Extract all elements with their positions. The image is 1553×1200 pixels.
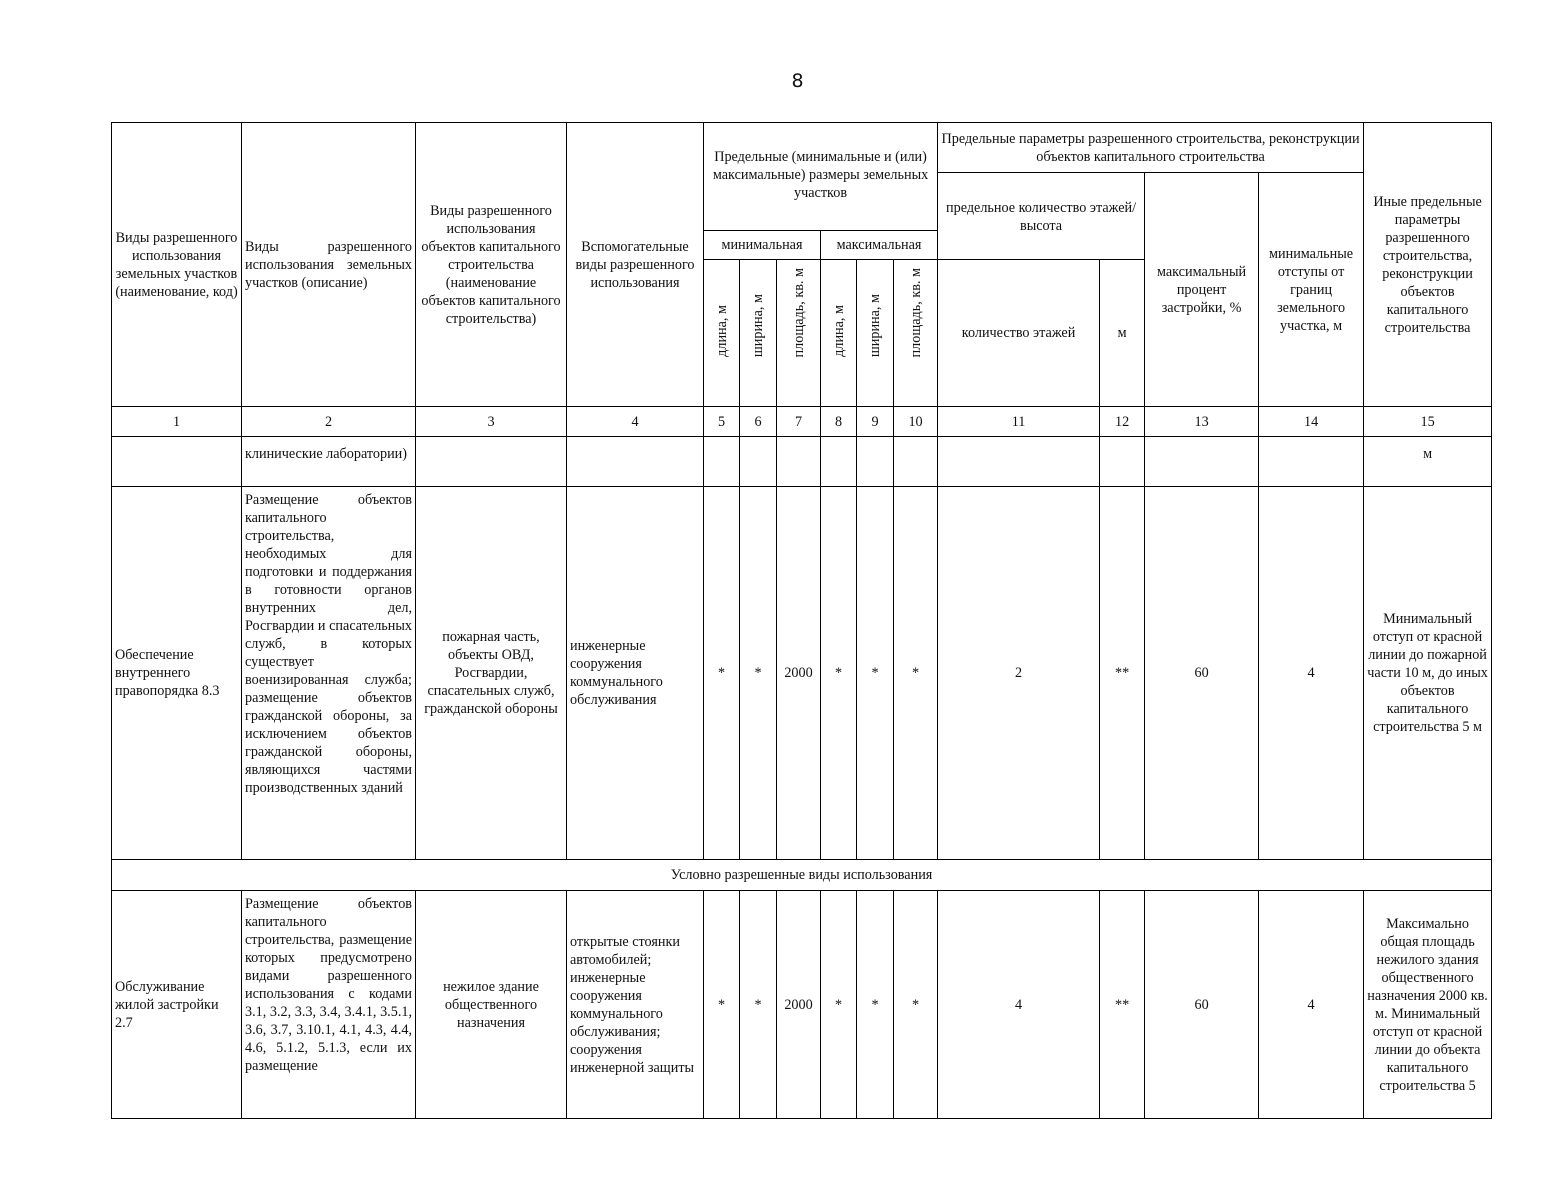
cell-c3: пожарная часть, объекты ОВД, Росгвардии, спасательных служб, гражданской обороны <box>416 487 567 860</box>
table-row <box>112 891 1492 1119</box>
cell-c1: Обслуживание жилой застройки 2.7 <box>112 891 242 1119</box>
cell-c1: Обеспечение внутреннего правопорядка 8.3 <box>112 487 242 860</box>
cell-c15: м <box>1364 437 1492 487</box>
cell-c2: Размещение объектов капитального строительства, необходимых для подготовки и поддержания в готовности органов внутренних дел, Росгвардии и спасательных служб, в которых существует военизированная служба; размещение объектов гражданской обороны, за исключением объектов гражданской обороны, являющихся частями производственных зданий <box>242 487 416 860</box>
header-other: Иные предельные параметры разрешенного строительства, реконструкции объектов капитального строительства <box>1364 123 1492 407</box>
cell-c10: * <box>894 487 938 860</box>
table-row <box>112 487 1492 860</box>
col-num: 8 <box>821 407 857 437</box>
table-row <box>112 437 1492 487</box>
cell-c10: * <box>894 891 938 1119</box>
cell-c11: 4 <box>938 891 1100 1119</box>
col-num: 2 <box>242 407 416 437</box>
header-c2: Виды разрешенного использования земельных участков (описание) <box>242 123 416 407</box>
cell-c15: Минимальный отступ от красной линии до пожарной части 10 м, до иных объектов капитального строительства 5 м <box>1364 487 1492 860</box>
header-max-percent: максимальный процент застройки, % <box>1145 173 1259 407</box>
header-build-group: Предельные параметры разрешенного строительства, реконструкции объектов капитального строительства <box>938 123 1364 173</box>
header-row-1 <box>112 123 1492 173</box>
header-min-area: площадь, кв. м <box>777 260 821 407</box>
cell-c11: 2 <box>938 487 1100 860</box>
header-m: м <box>1100 260 1145 407</box>
regulations-table <box>111 122 1492 1119</box>
header-floors-height: предельное количество этажей/высота <box>938 173 1145 260</box>
header-max: максимальная <box>821 231 938 260</box>
col-num: 11 <box>938 407 1100 437</box>
cell-c7: 2000 <box>777 891 821 1119</box>
page-number: 8 <box>791 70 804 92</box>
header-c3: Виды разрешенного использования объектов капитального строительства (наименование объектов капитального строительства) <box>416 123 567 407</box>
header-min-offsets: минимальные отступы от границ земельного участка, м <box>1259 173 1364 407</box>
cell-c9: * <box>857 487 894 860</box>
col-num: 10 <box>894 407 938 437</box>
section-row <box>112 860 1492 891</box>
cell-c13: 60 <box>1145 891 1259 1119</box>
cell-c5: * <box>704 891 740 1119</box>
header-floors: количество этажей <box>938 260 1100 407</box>
header-max-width: ширина, м <box>857 260 894 407</box>
col-num: 14 <box>1259 407 1364 437</box>
header-max-area: площадь, кв. м <box>894 260 938 407</box>
col-num: 5 <box>704 407 740 437</box>
col-num: 4 <box>567 407 704 437</box>
cell-c12: ** <box>1100 487 1145 860</box>
cell-c12: ** <box>1100 891 1145 1119</box>
header-min-length: длина, м <box>704 260 740 407</box>
section-title: Условно разрешенные виды использования <box>112 860 1492 891</box>
col-num: 6 <box>740 407 777 437</box>
cell-c2: клинические лаборатории) <box>242 437 416 487</box>
header-c1: Виды разрешенного использования земельных участков (наименование, код) <box>112 123 242 407</box>
cell-c9: * <box>857 891 894 1119</box>
cell-c4: открытые стоянки автомобилей; инженерные сооружения коммунального обслуживания; сооружения инженерной защиты <box>567 891 704 1119</box>
cell-c5: * <box>704 487 740 860</box>
col-num: 7 <box>777 407 821 437</box>
cell-c14: 4 <box>1259 891 1364 1119</box>
cell-c4: инженерные сооружения коммунального обслуживания <box>567 487 704 860</box>
cell-c15: Максимально общая площадь нежилого здания общественного назначения 2000 кв. м. Минимальный отступ от красной линии до объекта капитального строительства 5 <box>1364 891 1492 1119</box>
header-max-length: длина, м <box>821 260 857 407</box>
header-min-width: ширина, м <box>740 260 777 407</box>
col-num: 9 <box>857 407 894 437</box>
header-min: минимальная <box>704 231 821 260</box>
col-num: 15 <box>1364 407 1492 437</box>
cell-c6: * <box>740 487 777 860</box>
cell-c3: нежилое здание общественного назначения <box>416 891 567 1119</box>
header-c4: Вспомогательные виды разрешенного использования <box>567 123 704 407</box>
col-num: 1 <box>112 407 242 437</box>
col-num: 3 <box>416 407 567 437</box>
column-number-row <box>112 407 1492 437</box>
cell-c2: Размещение объектов капитального строительства, размещение которых предусмотрено видами разрешенного использования с кодами 3.1, 3.2, 3.3, 3.4, 3.4.1, 3.5.1, 3.6, 3.7, 3.10.1, 4.1, 4.3, 4.4, 4.6, 5.1.2, 5.1.3, если их размещение <box>242 891 416 1119</box>
cell-c8: * <box>821 487 857 860</box>
cell-c7: 2000 <box>777 487 821 860</box>
cell-c6: * <box>740 891 777 1119</box>
cell-c13: 60 <box>1145 487 1259 860</box>
col-num: 13 <box>1145 407 1259 437</box>
cell-c14: 4 <box>1259 487 1364 860</box>
col-num: 12 <box>1100 407 1145 437</box>
header-size-group: Предельные (минимальные и (или) максимальные) размеры земельных участков <box>704 123 938 231</box>
cell-c8: * <box>821 891 857 1119</box>
